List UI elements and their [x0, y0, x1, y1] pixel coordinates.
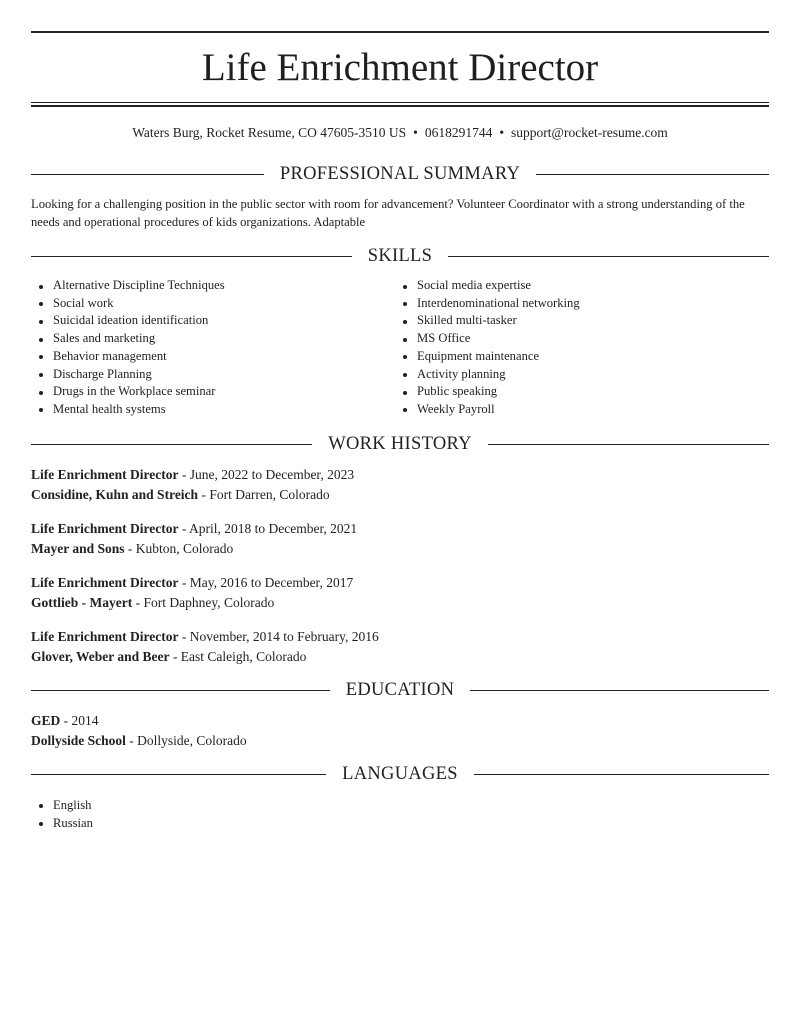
resume-title: Life Enrichment Director [201, 46, 599, 89]
work-entry [31, 465, 769, 505]
job-title: Life Enrichment Director [31, 575, 179, 590]
skill-item: Behavior management [31, 348, 225, 366]
title-divider-thin [31, 102, 769, 103]
education-school-line: Dollyside School - Dollyside, Colorado [31, 733, 247, 748]
skill-item: Interdenominational networking [395, 295, 580, 313]
contact-phone: 0618291744 [424, 125, 493, 140]
skill-item: Suicidal ideation identification [31, 312, 225, 330]
work-entry [31, 519, 769, 559]
section-rule-left [31, 690, 330, 691]
job-title: Life Enrichment Director [31, 521, 179, 536]
section-rule-left [31, 174, 264, 175]
skill-item: Activity planning [395, 366, 580, 384]
work-entry-employer: Gottlieb - Mayert - Fort Daphney, Colorado [31, 595, 275, 610]
section-rule-right [470, 690, 769, 691]
languages-list [31, 796, 93, 832]
contact-address: Waters Burg, Rocket Resume, CO 47605-3510 US [132, 125, 407, 140]
work-entry-employer: Mayer and Sons - Kubton, Colorado [31, 541, 234, 556]
company-location: East Caleigh, Colorado [180, 649, 307, 664]
skill-item: Sales and marketing [31, 330, 225, 348]
skill-item: Alternative Discipline Techniques [31, 277, 225, 295]
work-entry-employer: Considine, Kuhn and Streich - Fort Darren, Colorado [31, 487, 330, 502]
section-rule-right [488, 444, 769, 445]
contact-email: support@rocket-resume.com [511, 125, 668, 140]
company-location: Fort Daphney, Colorado [143, 595, 275, 610]
section-rule-right [474, 774, 769, 775]
skill-item: Drugs in the Workplace seminar [31, 383, 225, 401]
company-name: Considine, Kuhn and Streich [31, 487, 199, 502]
section-title-summary: PROFESSIONAL SUMMARY [279, 164, 521, 184]
summary-text: Looking for a challenging position in the public sector with room for advancement? Volunteer Coordinator with a strong understanding of the needs and operational procedures of kids organizations. Adaptable [31, 197, 745, 229]
skill-item: Public speaking [395, 383, 580, 401]
language-item: Russian [31, 814, 93, 832]
education-entry [31, 711, 769, 751]
job-dates: June, 2022 to December, 2023 [189, 467, 355, 482]
job-dates: April, 2018 to December, 2021 [188, 521, 358, 536]
language-item: English [31, 796, 93, 814]
skill-item: Mental health systems [31, 401, 225, 419]
job-title: Life Enrichment Director [31, 467, 179, 482]
company-name: Gottlieb - Mayert [31, 595, 133, 610]
degree-name: GED [31, 713, 61, 728]
work-entry-header: Life Enrichment Director - April, 2018 to December, 2021 [31, 521, 358, 536]
contact-separator: • [499, 125, 505, 140]
work-entry [31, 573, 769, 613]
section-title-skills: SKILLS [367, 246, 433, 266]
skills-list-left [31, 277, 225, 419]
skills-list-right [395, 277, 580, 419]
school-location: Dollyside, Colorado [137, 733, 247, 748]
skill-item: Discharge Planning [31, 366, 225, 384]
company-location: Kubton, Colorado [135, 541, 234, 556]
section-rule-right [536, 174, 769, 175]
section-header-skills [31, 244, 769, 268]
skill-item: Equipment maintenance [395, 348, 580, 366]
company-name: Glover, Weber and Beer [31, 649, 170, 664]
skill-item: Social media expertise [395, 277, 580, 295]
degree-year: 2014 [71, 713, 99, 728]
job-dates: May, 2016 to December, 2017 [189, 575, 354, 590]
contact-line [31, 124, 769, 142]
skill-item: Social work [31, 295, 225, 313]
school-name: Dollyside School [31, 733, 126, 748]
title-divider-thick [31, 105, 769, 107]
job-title: Life Enrichment Director [31, 629, 179, 644]
work-entry-header: Life Enrichment Director - November, 2014 to February, 2016 [31, 629, 379, 644]
section-header-languages [31, 762, 769, 786]
section-header-work [31, 432, 769, 456]
work-entry-employer: Glover, Weber and Beer - East Caleigh, Colorado [31, 649, 307, 664]
company-location: Fort Darren, Colorado [209, 487, 330, 502]
company-name: Mayer and Sons [31, 541, 125, 556]
section-header-education [31, 678, 769, 702]
top-divider [31, 31, 769, 33]
section-title-work: WORK HISTORY [328, 434, 472, 454]
work-entry-header: Life Enrichment Director - May, 2016 to December, 2017 [31, 575, 354, 590]
skill-item: MS Office [395, 330, 580, 348]
job-dates: November, 2014 to February, 2016 [189, 629, 379, 644]
section-rule-right [448, 256, 769, 257]
skill-item: Weekly Payroll [395, 401, 580, 419]
section-header-summary [31, 162, 769, 186]
contact-separator: • [413, 125, 418, 140]
work-entry-header: Life Enrichment Director - June, 2022 to December, 2023 [31, 467, 355, 482]
education-degree-line: GED - 2014 [31, 713, 99, 728]
section-rule-left [31, 256, 352, 257]
section-title-languages: LANGUAGES [342, 764, 458, 784]
section-title-education: EDUCATION [345, 680, 455, 700]
section-rule-left [31, 444, 312, 445]
work-entry [31, 627, 769, 667]
skill-item: Skilled multi-tasker [395, 312, 580, 330]
section-rule-left [31, 774, 326, 775]
